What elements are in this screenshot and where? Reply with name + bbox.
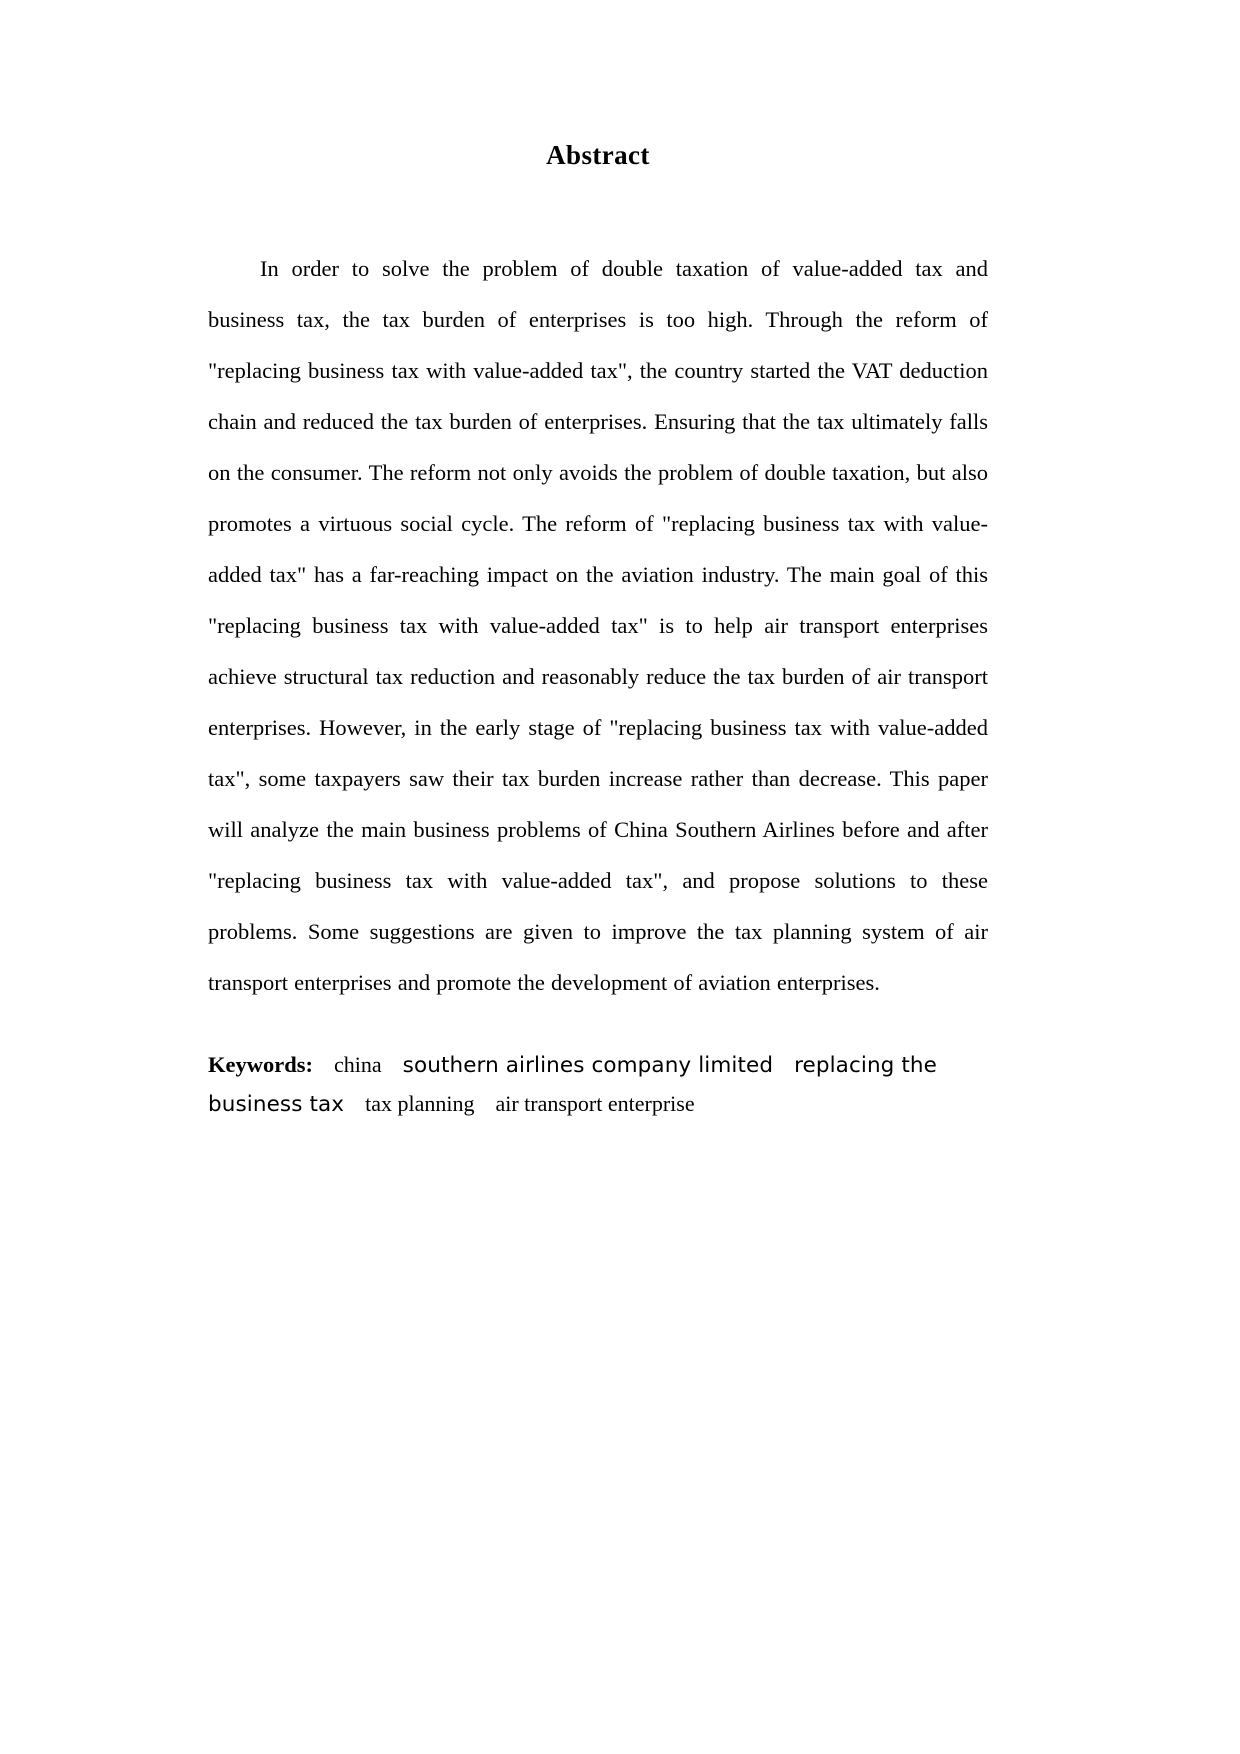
keyword-item-3: tax planning: [365, 1091, 475, 1116]
page-content: [208, 0, 988, 1124]
keyword-item-1: southern airlines company limited: [402, 1053, 774, 1078]
keyword-item-0: china: [334, 1052, 382, 1077]
page-title: Abstract: [546, 140, 650, 170]
keywords-label: Keywords:: [208, 1052, 313, 1077]
keyword-item-4: air transport enterprise: [495, 1091, 695, 1116]
keywords-section: [208, 1046, 988, 1124]
keyword-item-2: replacing the business tax: [208, 1053, 937, 1117]
abstract-paragraph: In order to solve the problem of double taxation of value-added tax and business tax, the tax burden of enterprises is too high. Through the reform of "replacing business tax with value-added tax", the country started the VAT deduction chain and reduced the tax burden of enterprises. Ensuring that the tax ultimately falls on the consumer. The reform not only avoids the problem of double taxation, but also promotes a virtuous social cycle. The reform of "replacing business tax with value-added tax" has a far-reaching impact on the aviation industry. The main goal of this "replacing business tax with value-added tax" is to help air transport enterprises achieve structural tax reduction and reasonably reduce the tax burden of air transport enterprises. However, in the early stage of "replacing business tax with value-added tax", some taxpayers saw their tax burden increase rather than decrease. This paper will analyze the main business problems of China Southern Airlines before and after "replacing business tax with value-added tax", and propose solutions to these problems. Some suggestions are given to improve the tax planning system of air transport enterprises and promote the development of aviation enterprises.: [208, 256, 988, 995]
